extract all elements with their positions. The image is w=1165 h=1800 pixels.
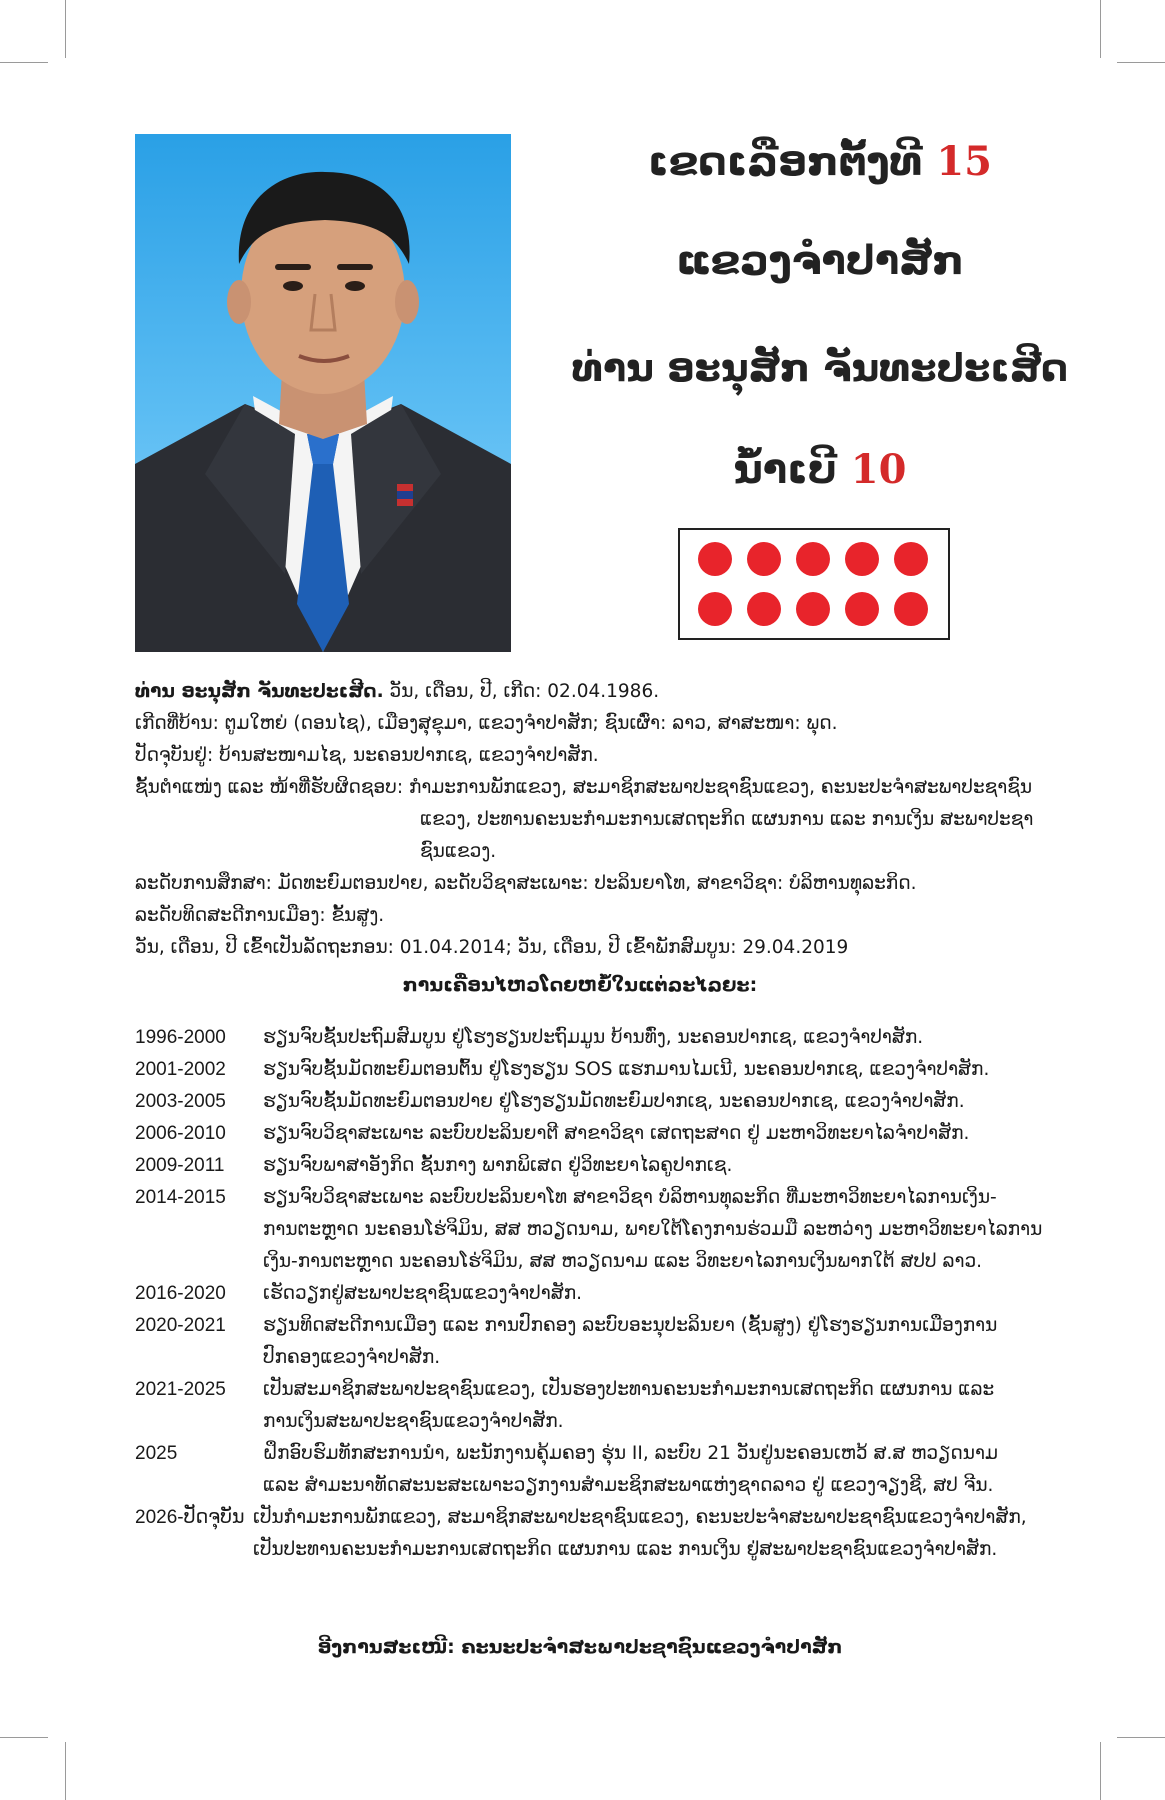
ballot-dot	[747, 592, 781, 626]
bio-birthplace: ເກີດທີ່ບ້ານ: ຕູມໃຫຍ່ (ດອນໄຊ), ເມືອງສຸຂຸມາ, ແຂວງຈຳປາສັກ; ຊົນເຜົ່າ: ລາວ, ສາສະໜາ: ພຸດ.	[135, 713, 838, 734]
timeline-year: 1996-2000	[135, 1027, 226, 1048]
candidate-name: ທ່ານ ອະນຸສັກ ຈັນທະປະເສີດ	[571, 346, 1069, 390]
bio-education: ລະດັບການສຶກສາ: ມັດທະຍົມຕອນປາຍ, ລະດັບວິຊາສະເພາະ: ປະລິນຍາໂທ, ສາຂາວິຊາ: ບໍລິຫານທຸລະກິດ.	[135, 873, 917, 894]
constituency-title: ເຂດເລືອກຕັ້ງທີ 15	[648, 138, 992, 185]
ballot-dot	[796, 592, 830, 626]
timeline-year: 2006-2010	[135, 1123, 226, 1144]
timeline-text: ຮຽນຈົບຊັ້ນມັດທະຍົມຕອນປາຍ ຢູ່ໂຮງຮຽນມັດທະຍົມປາກເຊ, ນະຄອນປາກເຊ, ແຂວງຈຳປາສັກ.	[263, 1091, 965, 1112]
ballot-dot	[698, 592, 732, 626]
timeline-year: 2025	[135, 1443, 178, 1464]
bio-party: ວັນ, ເດືອນ, ປີ ເຂົ້າເປັນລັດຖະກອນ: 01.04.2014; ວັນ, ເດືອນ, ປີ ເຂົ້າພັກສົມບູນ: 29.04.2019	[135, 937, 849, 958]
timeline-text: ເປັນສະມາຊິກສະພາປະຊາຊົນແຂວງ, ເປັນຮອງປະທານຄະນະກຳມະການເສດຖະກິດ ແຜນການ ແລະ ການເງິນສະພາປະຊາຊົນແຂວງຈຳປາສັກ.	[263, 1379, 995, 1432]
timeline-year: 2014-2015	[135, 1187, 226, 1208]
bio-position: ຊັ້ນຕຳແໜ່ງ ແລະ ໜ້າທີ່ຮັບຜິດຊອບ: ກຳມະການພັກແຂວງ, ສະມາຊິກສະພາປະຊາຊົນແຂວງ, ຄະນະປະຈຳສະພາປະຊາຊົນ	[135, 777, 1033, 798]
timeline-text: ຮຽນຈົບຊັ້ນມັດທະຍົມຕອນຕົ້ນ ຢູ່ໂຮງຮຽນ SOS ແຮກມານໄມເນີ, ນະຄອນປາກເຊ, ແຂວງຈຳປາສັກ.	[263, 1059, 990, 1080]
province-title: ແຂວງຈຳປາສັກ	[676, 238, 964, 284]
timeline-text: ຮຽນຈົບພາສາອັງກິດ ຊັ້ນກາງ ພາກພິເສດ ຢູ່ວິທະຍາໄລຄູປາກເຊ.	[263, 1155, 733, 1176]
ballot-dot	[894, 592, 928, 626]
crop-mark	[65, 1742, 66, 1800]
bio-dob: ວັນ, ເດືອນ, ປີ, ເກີດ: 02.04.1986.	[383, 681, 660, 702]
timeline-year: 2016-2020	[135, 1283, 226, 1304]
timeline-text: ຮຽນຈົບວິຊາສະເພາະ ລະບົບປະລິນຍາໂທ ສາຂາວິຊາ ບໍລິຫານທຸລະກິດ ທີ່ມະຫາວິທະຍາໄລການເງິນ- ການຕະຫຼາດ ນະຄອນໂຮ່ຈິມິນ, ສສ ຫວຽດນາມ, ພາຍໃຕ້ໂຄງການຮ່ວມມື ລະຫວ່າງ ມະຫາວິທະຍາໄລການ ເງິນ-ການຕະຫຼາດ ນະຄອນໂຮ່ຈິມິນ, ສສ ຫວຽດນາມ ແລະ ວິທະຍາໄລການເງິນພາກໃຕ້ ສປປ ລາວ.	[263, 1187, 1043, 1272]
timeline-text: ຝຶກອົບຮົມທັກສະການນຳ, ພະນັກງານຄຸ້ມຄອງ ຮຸ່ນ II, ລະບົບ 21 ວັນຢູ່ນະຄອນເຫວ້ ສ.ສ ຫວຽດນາມ ແລະ ສຳມະນາທັດສະນະສະເພາະວຽກງານສຳມະຊິກສະພາແຫ່ງຊາດລາວ ຢູ່ ແຂວງຈຽງຊີ, ສປ ຈີນ.	[263, 1443, 998, 1496]
bio-position-cont: ຊົນແຂວງ.	[420, 841, 497, 862]
timeline-text: ເຮັດວຽກຢູ່ສະພາປະຊາຊົນແຂວງຈຳປາສັກ.	[263, 1283, 582, 1304]
ballot-dot	[747, 542, 781, 576]
timeline-text: ເປັນກຳມະການພັກແຂວງ, ສະມາຊິກສະພາປະຊາຊົນແຂວງ, ຄະນະປະຈຳສະພາປະຊາຊົນແຂວງຈຳປາສັກ, ເປັນປະທານຄະນະກຳມະການເສດຖະກິດ ແຜນການ ແລະ ການເງິນ ຢູ່ສະພາປະຊາຊົນແຂວງຈຳປາສັກ.	[253, 1507, 1027, 1560]
timeline-year: 2009-2011	[135, 1155, 225, 1176]
ballot-dot	[698, 542, 732, 576]
crop-mark	[0, 1737, 48, 1738]
crop-mark	[1117, 1737, 1165, 1738]
timeline-text: ຮຽນທິດສະດີການເມືອງ ແລະ ການປົກຄອງ ລະບົບອະນຸປະລິນຍາ (ຊັ້ນສູງ) ຢູ່ໂຮງຮຽນການເມືອງການ ປົກຄອງແຂວງຈຳປາສັກ.	[263, 1315, 998, 1368]
timeline-year: 2020-2021	[135, 1315, 226, 1336]
bio-residence: ປັດຈຸບັນຢູ່: ບ້ານສະໜາມໄຊ, ນະຄອນປາກເຊ, ແຂວງຈຳປາສັກ.	[135, 745, 599, 766]
candidate-photo	[135, 134, 511, 652]
timeline-text: ຮຽນຈົບວິຊາສະເພາະ ລະບົບປະລິນຍາຕີ ສາຂາວິຊາ ເສດຖະສາດ ຢູ່ ມະຫາວິທະຍາໄລຈຳປາສັກ.	[263, 1123, 970, 1144]
ballot-dots-box	[678, 528, 950, 640]
ballot-number: ນໍ້າເບີ 10	[733, 446, 907, 493]
footer-note: ອີງການສະເໜີ: ຄະນະປະຈຳສະພາປະຊາຊົນແຂວງຈຳປາສັກ	[317, 1636, 843, 1658]
ballot-dot	[845, 542, 879, 576]
bio-political: ລະດັບທິດສະດີການເມືອງ: ຂັ້ນສູງ.	[135, 905, 385, 926]
crop-mark	[1117, 62, 1165, 63]
bio-name-dob	[135, 676, 659, 708]
ballot-dot	[894, 542, 928, 576]
bio-position-cont: ແຂວງ, ປະທານຄະນະກຳມະການເສດຖະກິດ ແຜນການ ແລະ ການເງິນ ສະພາປະຊາ	[420, 809, 1034, 830]
timeline-year: 2026-ປັດຈຸບັນ	[135, 1507, 245, 1528]
bio-name: ທ່ານ ອະນຸສັກ ຈັນທະປະເສີດ.	[135, 681, 384, 702]
ballot-dot	[796, 542, 830, 576]
crop-mark	[1100, 0, 1101, 58]
crop-mark	[1100, 1742, 1101, 1800]
timeline-text: ຮຽນຈົບຊັ້ນປະຖົມສົມບູນ ຢູ່ໂຮງຮຽນປະຖົມມູນ ບ້ານທົ່ງ, ນະຄອນປາກເຊ, ແຂວງຈຳປາສັກ.	[263, 1027, 924, 1048]
timeline-year: 2021-2025	[135, 1379, 226, 1400]
timeline-year: 2001-2002	[135, 1059, 226, 1080]
crop-mark	[65, 0, 66, 58]
ballot-dot	[845, 592, 879, 626]
timeline-year: 2003-2005	[135, 1091, 226, 1112]
section-title: ການເຄື່ອນໄຫວໂດຍຫຍໍ້ໃນແຕ່ລະໄລຍະ:	[402, 974, 758, 996]
crop-mark	[0, 62, 48, 63]
